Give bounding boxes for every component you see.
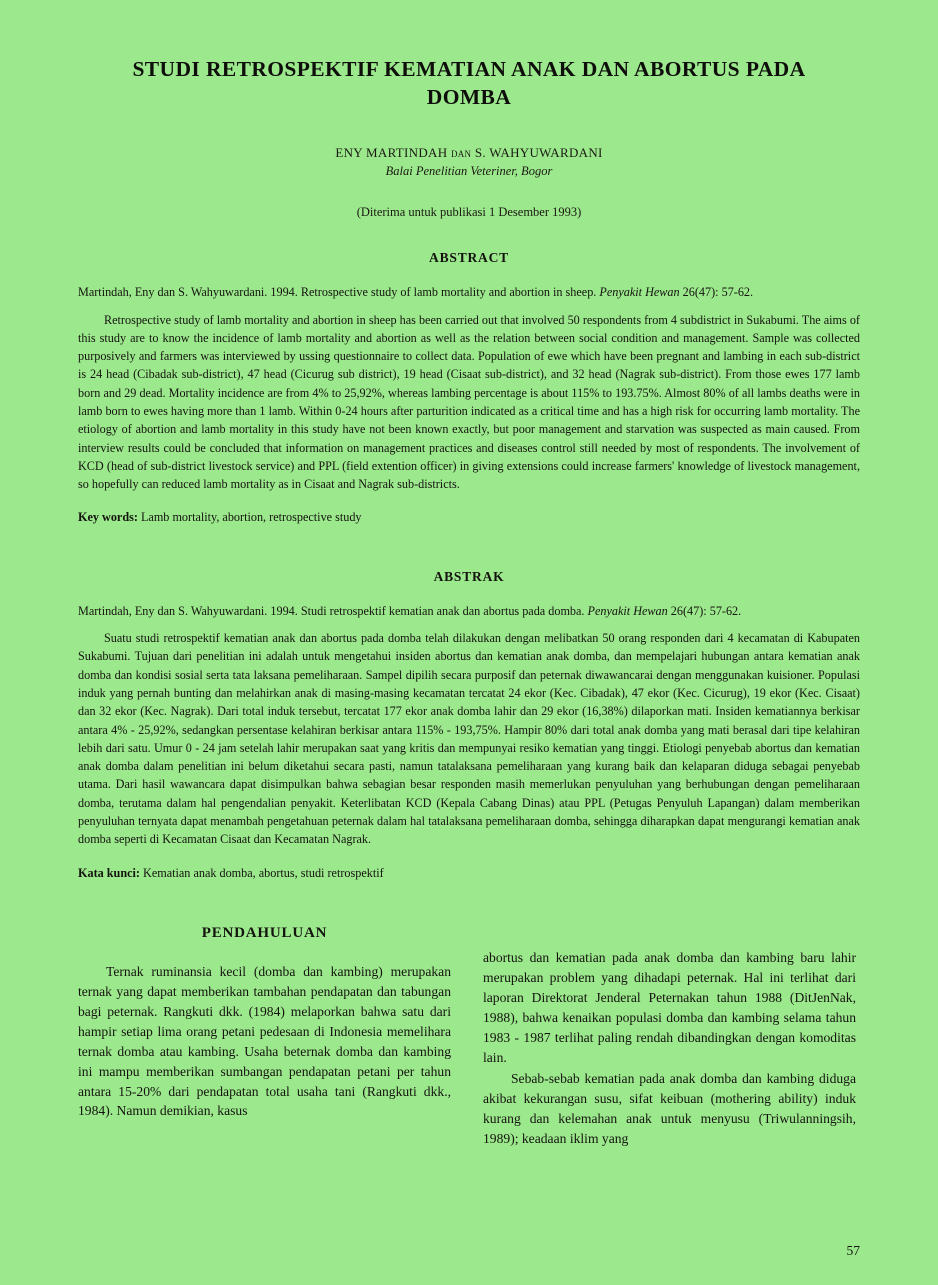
page-number: 57 bbox=[846, 1243, 860, 1258]
abstract-keywords-value: Lamb mortality, abortion, retrospective study bbox=[140, 510, 362, 525]
abstrak-citation-tail: 26(47): 57-62. bbox=[667, 603, 742, 618]
section-heading-pendahuluan: PENDAHULUAN bbox=[201, 924, 328, 941]
abstrak-keywords-label: Kata kunci: bbox=[78, 865, 140, 880]
author-line bbox=[78, 145, 860, 161]
abstract-citation bbox=[78, 284, 860, 300]
abstrak-keywords-value: Kematian anak domba, abortus, studi retrospektif bbox=[143, 865, 384, 880]
paragraph: abortus dan kematian pada anak domba dan kambing baru lahir merupakan problem yang dihadapi peternak. Hal ini terlihat dari laporan Direktorat Jenderal Peternakan tahun 1988 (DitJenNak, 1988), bahwa kenaikan populasi domba dan kambing selama tahun 1983 - 1987 terlihat paling rendah dibandingkan dengan komoditas lain. bbox=[483, 949, 856, 1065]
abstrak-heading: ABSTRAK bbox=[433, 568, 505, 584]
received-date: (Diterima untuk publikasi 1 Desember 1993) bbox=[356, 205, 582, 220]
abstrak-citation bbox=[78, 603, 860, 619]
abstract-heading: ABSTRACT bbox=[429, 250, 509, 266]
left-column bbox=[78, 922, 451, 1152]
abstract-citation-journal: Penyakit Hewan bbox=[599, 285, 680, 300]
abstrak-keywords bbox=[78, 865, 860, 882]
affiliation: Balai Penelitian Veteriner, Bogor bbox=[385, 164, 553, 179]
abstract-keywords-label: Key words: bbox=[78, 510, 138, 525]
body-columns bbox=[78, 922, 860, 1152]
author-names: ENY MARTINDAH dan S. WAHYUWARDANI bbox=[335, 145, 603, 161]
column-spacer bbox=[483, 922, 856, 948]
abstrak-citation-journal: Penyakit Hewan bbox=[587, 603, 668, 618]
abstrak-body: Suatu studi retrospektif kematian anak dan abortus pada domba telah dilakukan dengan melibatkan 50 orang responden dari 4 kecamatan di Kabupaten Sukabumi. Tujuan dari penelitian ini adalah untuk mengetahui insiden abortus dan kematian anak domba, dan mempelajari hubungan antara kematian anak domba dan kondisi sosial serta tata laksana pemeliharaan. Sampel dipilih secara purposif dan peternak diwawancarai dengan menggunakan kuisioner. Populasi induk yang pernah bunting dan melahirkan anak di masing-masing kecamatan tercatat 24 ekor (Kec. Cibadak), 47 ekor (Kec. Cicurug), 19 ekor (Kec. Cisaat) dan 32 ekor (Kec. Nagrak). Dari total induk tersebut, tercatat 177 ekor anak domba lahir dan 29 ekor (16,38%) dilaporkan mati. Insiden kematiannya berkisar antara 4% - 25,92%, sedangkan persentase kelahiran berkisar antara 115% - 193,75%. Hampir 80% dari total anak domba yang mati berasal dari tipe kelahiran lebih dari satu. Umur 0 - 24 jam setelah lahir merupakan saat yang kritis dan mempunyai resiko kematian yang tinggi. Etiologi penyebab abortus dan kematian anak domba dalam penelitian ini belum diketahui secara pasti, namun tatalaksana pemeliharaan yang kurang baik dan kelaparan diduga sebagai penyebab utama. Dari hasil wawancara dapat disimpulkan bahwa sebagian besar responden masih memerlukan penyuluhan yang berhubungan dengan pemeliharaan domba, terutama dalam hal pengendalian penyakit. Keterlibatan KCD (Kepala Cabang Dinas) atau PPL (Petugas Penyuluh Lapangan) dalam memberikan penyuluhan ternyata dapat menambah pengetahuan peternak dalam hal tatalaksana pemeliharaan domba, sehingga diharapkan dapat mengurangi kematian anak domba seperti di Kecamatan Cisaat dan Kecamatan Nagrak. bbox=[78, 631, 860, 847]
paragraph: Sebab-sebab kematian pada anak domba dan kambing diduga akibat kekurangan susu, sifat keibuan (mothering ability) induk kurang dan kelemahan anak untuk menyusu (Triwulanningsih, 1989); keadaan iklim yang bbox=[483, 1071, 856, 1147]
abstract-citation-tail: 26(47): 57-62. bbox=[679, 285, 754, 300]
right-column bbox=[483, 922, 856, 1152]
abstract-citation-plain: Martindah, Eny dan S. Wahyuwardani. 1994. Retrospective study of lamb mortality and abortion in sheep. bbox=[78, 285, 600, 300]
abstract-keywords bbox=[78, 509, 860, 526]
page-title: STUDI RETROSPEKTIF KEMATIAN ANAK DAN ABORTUS PADA DOMBA bbox=[132, 57, 806, 109]
paragraph: Ternak ruminansia kecil (domba dan kambing) merupakan ternak yang dapat memberikan tambahan pendapatan dan tabungan bagi peternak. Rangkuti dkk. (1984) melaporkan bahwa satu dari hampir setiap lima orang petani pedesaan di Indonesia memelihara ternak domba atau kambing. Usaha beternak domba dan kambing ini mampu memberikan sumbangan pendapatan petani per tahun antara 15-20% dari pendapatan total usaha tani (Rangkuti dkk., 1984). Namun demikian, kasus bbox=[78, 963, 451, 1119]
abstrak-section bbox=[78, 569, 860, 882]
abstrak-citation-plain: Martindah, Eny dan S. Wahyuwardani. 1994. Studi retrospektif kematian anak dan abortus pada domba. bbox=[78, 603, 588, 618]
abstract-body: Retrospective study of lamb mortality and abortion in sheep has been carried out that involved 50 respondents from 4 subdistrict in Sukabumi. The aims of this study are to know the incidence of lamb mortality and abortion as well as the relation between social condition and management. Sample was collected purposively and farmers was interviewed by ussing questionnaire to collect data. Population of ewe which have been pregnant and lambing in each sub-district is 24 head (Cibadak sub-district), 47 head (Cicurug sub district), 19 head (Cisaat sub-district), and 32 head (Nagrak sub-district). From those ewes 177 lamb born and 29 dead. Mortality incidence are from 4% to 25,92%, whereas lambing percentage is about 115% to 193.75%. Almost 80% of all lambs deaths were in lamb born to ewes having more than 1 lamb. Within 0-24 hours after parturition indicated as a critical time and has a high risk for occurring lamb mortality. The etiology of abortion and lamb mortality in this study have not been known exactly, but poor management and starvation was suspected as main caused. From interview results could be concluded that information on management practices and diseases control still needed by most of respondents. The involvement of KCD (head of sub-district livestock service) and PPL (field extention officer) in giving extensions could increase farmers' knowledge of livestock management, so hopefully can reduced lamb mortality as in Cisaat and Nagrak sub-districts. bbox=[78, 312, 860, 492]
